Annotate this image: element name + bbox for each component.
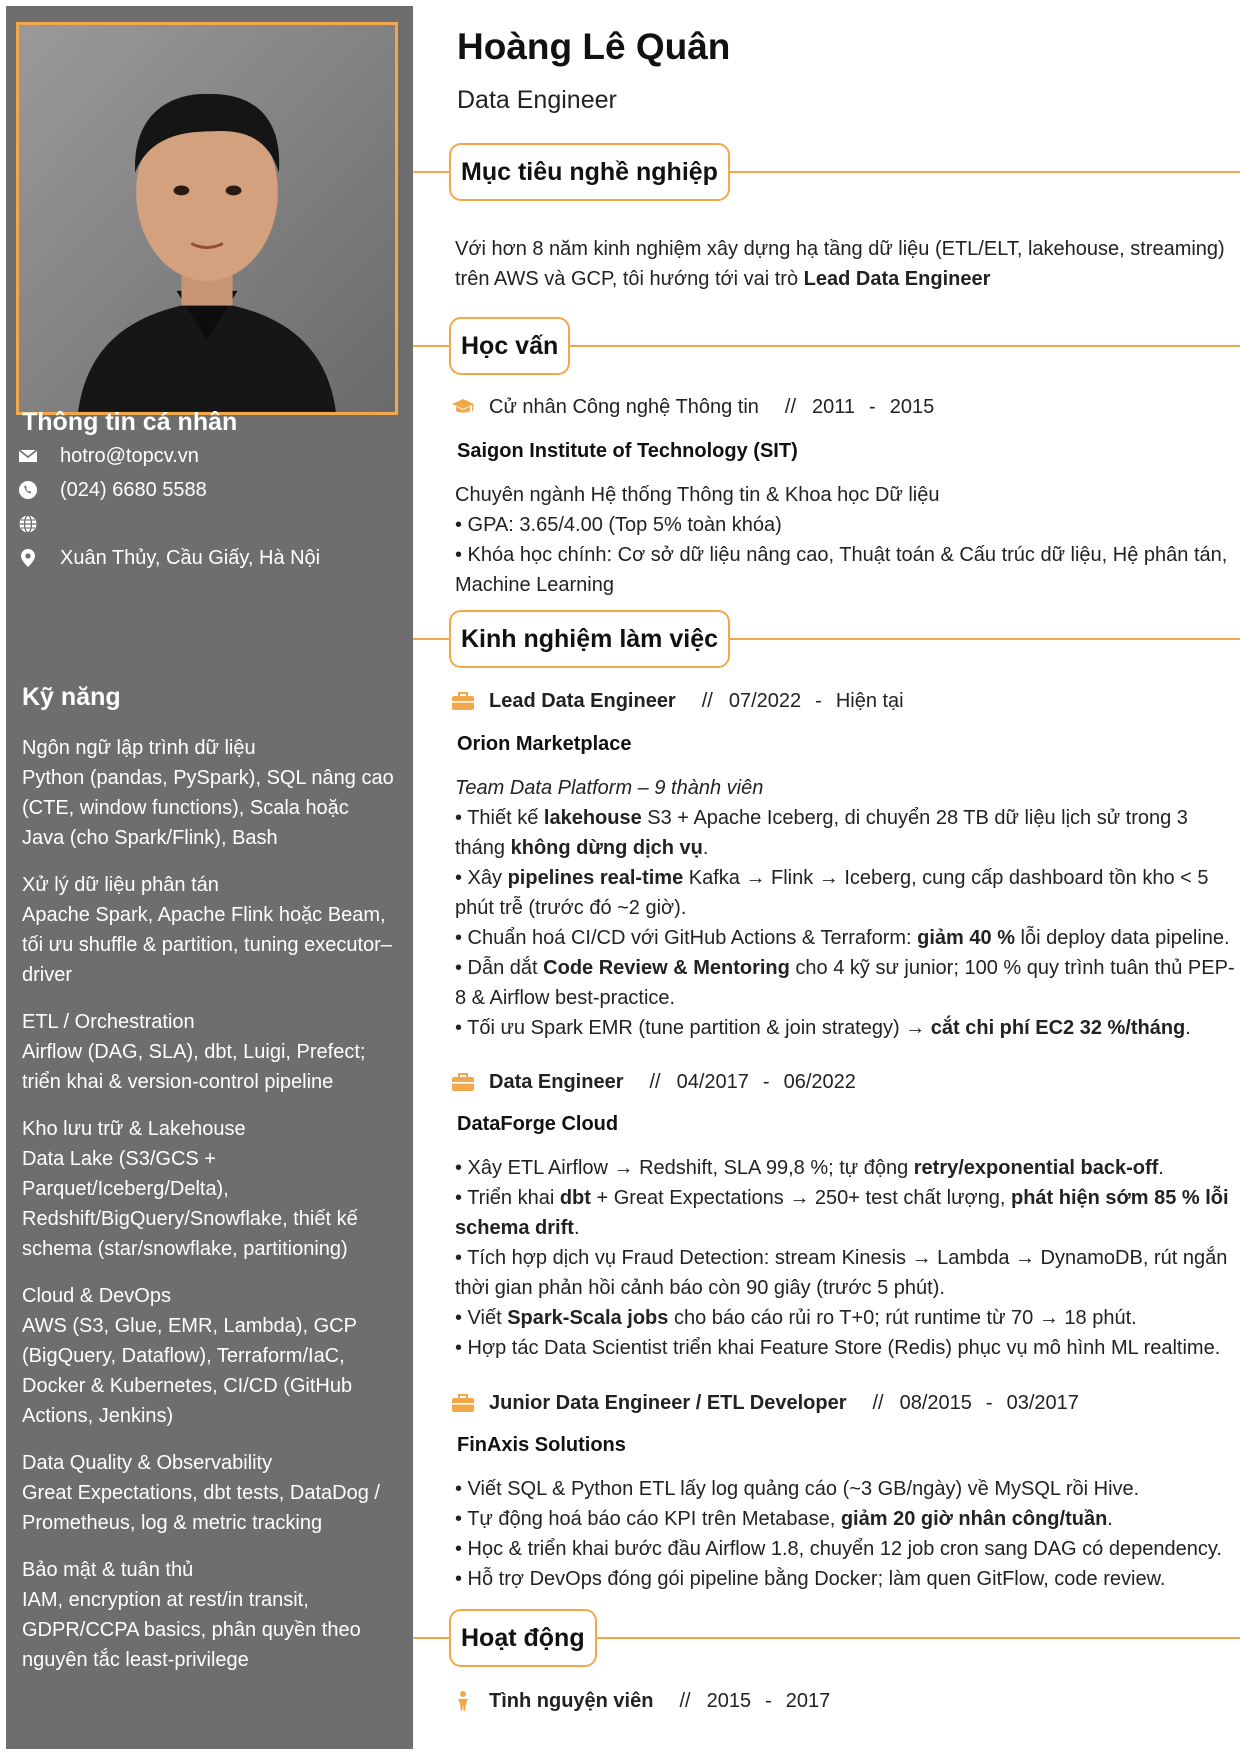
job-bullet: • Hợp tác Data Scientist triển khai Feature Store (Redis) phục vụ mô hình ML realtime. [455,1337,1221,1359]
bullet-text: . [1185,1017,1191,1039]
bullet-emphasis: giảm 20 giờ nhân công/tuần [840,1508,1108,1530]
briefcase-icon [449,1070,477,1094]
date-dash: - [762,1070,770,1093]
candidate-name: Hoàng Lê Quân [457,26,731,67]
skill-desc: Apache Spark, Apache Flink hoặc Beam, tối ưu shuffle & partition, tuning executor–driver [22,904,392,986]
date-separator: // [679,1689,691,1712]
job-bullet [455,1303,1235,1333]
person-icon [449,1689,477,1713]
bullet-text: • Triển khai [455,1187,560,1209]
job-end: Hiện tại [835,689,904,712]
skill-desc: AWS (S3, Glue, EMR, Lambda), GCP (BigQuery, Dataflow), Terraform/IaC, Docker & Kubernetes, CI/CD (GitHub Actions, Jenkins) [22,1315,357,1427]
envelope-icon [16,444,40,468]
job-bullet: • Học & triển khai bước đầu Airflow 1.8, chuyển 12 job cron sang DAG có dependency. [455,1538,1222,1560]
bullet-text: + Great Expectations → 250+ test chất lượng, [590,1187,1011,1209]
bullet-text: • Dẫn dắt [455,957,544,979]
job-details [455,1474,1235,1594]
job-bullet [455,923,1235,953]
date-separator: // [784,395,797,418]
job-entry-header [449,1388,1229,1418]
date-dash: - [985,1391,993,1414]
job-details [455,773,1235,1043]
section-education-header [413,317,1240,377]
job-entry-header [449,686,1229,716]
job-start: 04/2017 [676,1070,749,1093]
bullet-emphasis: không dừng dịch vụ [510,837,703,859]
skill-item [22,1114,394,1264]
date-separator: // [649,1070,661,1093]
skill-name: Ngôn ngữ lập trình dữ liệu [22,737,256,759]
globe-icon [16,512,40,536]
education-entry-header [449,392,1229,422]
phone-icon [16,478,40,502]
profile-photo-illustration [19,25,395,412]
date-separator: // [701,689,713,712]
job-bullet [455,953,1235,1013]
address-text: Xuân Thủy, Cầu Giấy, Hà Nội [60,546,321,569]
bullet-text: S3 + Apache Iceberg, di chuyển 28 TB dữ liệu lịch sử trong 3 tháng [455,807,1188,859]
job-bullet [455,1504,1235,1534]
job-entry-header [449,1067,1229,1097]
skill-desc: Great Expectations, dbt tests, DataDog / Prometheus, log & metric tracking [22,1482,380,1534]
job-bullet [455,803,1235,863]
job-end: 03/2017 [1006,1391,1079,1414]
team-info: Team Data Platform – 9 thành viên [455,777,764,799]
bullet-emphasis: giảm 40 % [917,927,1015,949]
phone-text: (024) 6680 5588 [60,478,207,501]
job-bullet [455,1013,1235,1043]
contact-phone[interactable] [16,475,207,505]
graduation-cap-icon [449,395,477,419]
job-start: 08/2015 [899,1391,972,1414]
bullet-text: cho 4 kỹ sư junior; 100 % quy trình tuân thủ PEP-8 & Airflow best-practice. [455,957,1235,1009]
map-pin-icon [16,546,40,570]
activity-start: 2015 [706,1689,752,1712]
objective-text-main: Với hơn 8 năm kinh nghiệm xây dựng hạ tầng dữ liệu (ETL/ELT, lakehouse, streaming) trên AWS và GCP, tôi hướng tới vai trò [455,238,1225,290]
personal-info-title: Thông tin cá nhân [22,408,238,436]
job-title: Data Engineer [489,1070,624,1093]
profile-photo [16,22,398,415]
degree-title: Cử nhân Công nghệ Thông tin [489,395,759,418]
activity-end: 2017 [785,1689,831,1712]
contact-website[interactable] [16,509,60,539]
bullet-text: • Xây [455,867,508,889]
company-name: Orion Marketplace [457,733,632,755]
job-bullet [455,1153,1235,1183]
date-dash: - [869,395,876,418]
skill-item [22,1448,394,1538]
job-bullet: • Tích hợp dịch vụ Fraud Detection: stream Kinesis → Lambda → DynamoDB, rút ngắn thời gian phản hồi cảnh báo còn 90 giây (trước 5 phút). [455,1247,1228,1299]
job-bullet [455,1183,1235,1243]
skill-item [22,1007,394,1097]
section-experience-header [413,610,1240,670]
education-line: • Khóa học chính: Cơ sở dữ liệu nâng cao, Thuật toán & Cấu trúc dữ liệu, Hệ phân tán, Machine Learning [455,544,1228,596]
bullet-text: • Tự động hoá báo cáo KPI trên Metabase, [455,1508,841,1530]
skill-desc: Airflow (DAG, SLA), dbt, Luigi, Prefect; triển khai & version-control pipeline [22,1041,366,1093]
skill-name: Kho lưu trữ & Lakehouse [22,1118,246,1140]
skill-name: ETL / Orchestration [22,1011,195,1033]
candidate-role: Data Engineer [457,86,617,114]
school-name: Saigon Institute of Technology (SIT) [457,440,798,462]
company-name: FinAxis Solutions [457,1434,626,1456]
bullet-text: • Viết [455,1307,508,1329]
bullet-text: . [702,837,709,859]
bullet-emphasis: Spark-Scala jobs [507,1307,669,1329]
bullet-emphasis: phát hiện sớm 85 % lỗi schema drift [455,1187,1229,1239]
date-separator: // [872,1391,884,1414]
bullet-text: • Thiết kế [455,807,544,829]
objective-target-role: Lead Data Engineer [803,268,991,290]
bullet-text: lỗi deploy data pipeline. [1014,927,1230,949]
date-dash: - [815,689,822,712]
bullet-emphasis: dbt [559,1187,591,1209]
bullet-emphasis: lakehouse [543,807,642,829]
skill-name: Xử lý dữ liệu phân tán [22,874,219,896]
bullet-emphasis: pipelines real-time [507,867,684,889]
bullet-text: • Xây ETL Airflow → Redshift, SLA 99,8 %; tự động [455,1157,914,1179]
bullet-emphasis: Code Review & Mentoring [543,957,790,979]
skill-desc: Data Lake (S3/GCS + Parquet/Iceberg/Delta), Redshift/BigQuery/Snowflake, thiết kế schema (star/snowflake, partitioning) [22,1148,358,1260]
education-details [455,480,1235,600]
skill-item [22,1555,394,1675]
bullet-text: cho báo cáo rủi ro T+0; rút runtime từ 70 → 18 phút. [668,1307,1137,1329]
skill-name: Bảo mật & tuân thủ [22,1559,194,1581]
bullet-text: . [1158,1157,1164,1179]
skill-item [22,733,394,853]
education-end: 2015 [889,395,935,418]
contact-email[interactable] [16,441,199,471]
bullet-text: • Tối ưu Spark EMR (tune partition & join strategy) → [455,1017,931,1039]
bullet-emphasis: retry/exponential back-off [913,1157,1159,1179]
skill-name: Cloud & DevOps [22,1285,171,1307]
education-line: Chuyên ngành Hệ thống Thông tin & Khoa học Dữ liệu [455,484,940,506]
activity-entry-header [449,1686,1229,1716]
job-start: 07/2022 [728,689,802,712]
job-bullet: • Viết SQL & Python ETL lấy log quảng cáo (~3 GB/ngày) về MySQL rồi Hive. [455,1478,1140,1500]
section-title: Hoạt động [449,1609,597,1667]
skill-desc: IAM, encryption at rest/in transit, GDPR/CCPA basics, phân quyền theo nguyên tắc least-privilege [22,1589,361,1671]
job-bullet: • Hỗ trợ DevOps đóng gói pipeline bằng Docker; làm quen GitFlow, code review. [455,1568,1166,1590]
job-bullet [455,863,1235,923]
date-dash: - [765,1689,772,1712]
bullet-text: . [1107,1508,1113,1530]
bullet-text: • Chuẩn hoá CI/CD với GitHub Actions & Terraform: [455,927,918,949]
job-end: 06/2022 [783,1070,856,1093]
skill-name: Data Quality & Observability [22,1452,273,1474]
main-content [413,0,1240,1755]
education-line: • GPA: 3.65/4.00 (Top 5% toàn khóa) [455,514,782,536]
skill-item [22,870,394,990]
section-title: Học vấn [449,317,570,375]
activity-title: Tình nguyện viên [489,1689,654,1712]
sidebar [0,0,413,1755]
bullet-text: Kafka → Flink → Iceberg, cung cấp dashboard tồn kho < 5 phút trễ (trước đó ~2 giờ). [455,867,1209,919]
job-details [455,1153,1235,1363]
email-text: hotro@topcv.vn [60,444,199,467]
education-start: 2011 [812,395,856,418]
job-title: Junior Data Engineer / ETL Developer [489,1391,847,1414]
section-activities-header [413,1609,1240,1669]
company-name: DataForge Cloud [457,1113,619,1135]
briefcase-icon [449,689,477,713]
bullet-text: . [573,1217,580,1239]
section-objective-header [413,143,1240,203]
bullet-emphasis: cắt chi phí EC2 32 %/tháng [930,1017,1186,1039]
contact-address [16,543,320,573]
objective-text [455,234,1235,294]
job-title: Lead Data Engineer [489,689,676,712]
skill-desc: Python (pandas, PySpark), SQL nâng cao (CTE, window functions), Scala hoặc Java (cho Spark/Flink), Bash [22,767,394,849]
skill-item [22,1281,394,1431]
skills-title: Kỹ năng [22,683,121,711]
section-title: Mục tiêu nghề nghiệp [449,143,730,201]
section-title: Kinh nghiệm làm việc [449,610,730,668]
briefcase-icon [449,1391,477,1415]
